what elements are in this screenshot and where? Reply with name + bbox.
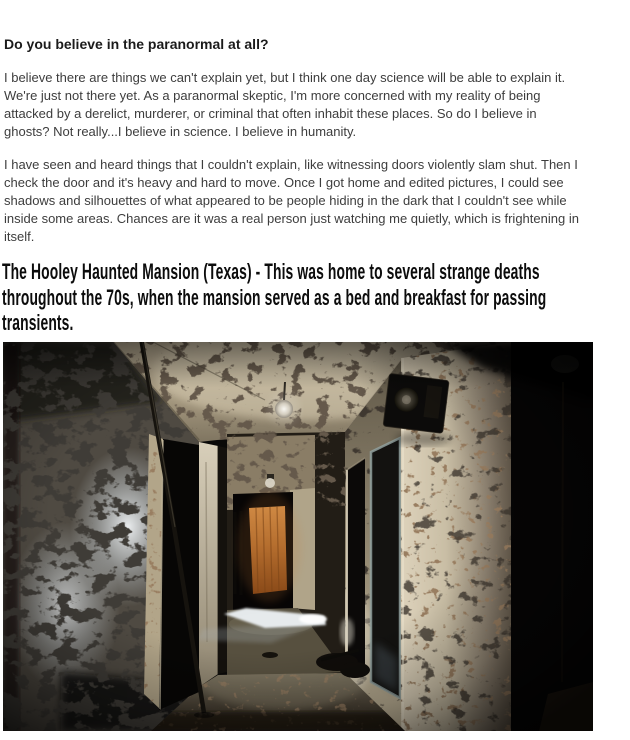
paragraph-experiences <box>4 156 579 246</box>
location-heading-line: The Hooley Haunted Mansion (Texas) - This was home to several strange deaths <box>2 259 540 284</box>
paragraph-line: check the door and it's heavy and hard to move. Once I got home and edited pictures, I could see <box>4 175 564 190</box>
paragraph-line: I believe there are things we can't explain yet, but I think one day science will be able to explain it. <box>4 70 566 85</box>
hallway-photo-illustration <box>3 342 593 731</box>
question-heading: Do you believe in the paranormal at all? <box>4 36 269 52</box>
paragraph-line: We're just not there yet. As a paranormal skeptic, I'm more concerned with my reality of being <box>4 88 541 103</box>
location-heading <box>2 259 630 336</box>
paragraph-belief <box>4 69 565 141</box>
top-shade-overlay <box>3 342 593 388</box>
hallway-photo <box>3 342 593 731</box>
paragraph-line: attacked by a derelict, murderer, or criminal that often inhabit these places. So do I believe in <box>4 106 537 121</box>
paragraph-line: shadows and silhouettes of what appeared to be people hiding in the dark that I couldn't see while <box>4 193 567 208</box>
paragraph-line: ghosts? Not really...I believe in science. I believe in humanity. <box>4 124 357 139</box>
paragraph-line: inside some areas. Chances are it was a real person just watching me quietly, which is frightening in <box>4 211 579 226</box>
paragraph-line: itself. <box>4 229 35 244</box>
location-heading-line: transients. <box>2 310 74 335</box>
vignette-overlay <box>3 342 593 731</box>
location-heading-line: throughout the 70s, when the mansion served as a bed and breakfast for passing <box>2 284 547 310</box>
paragraph-line: I have seen and heard things that I couldn't explain, like witnessing doors violently slam shut. Then I <box>4 157 578 172</box>
